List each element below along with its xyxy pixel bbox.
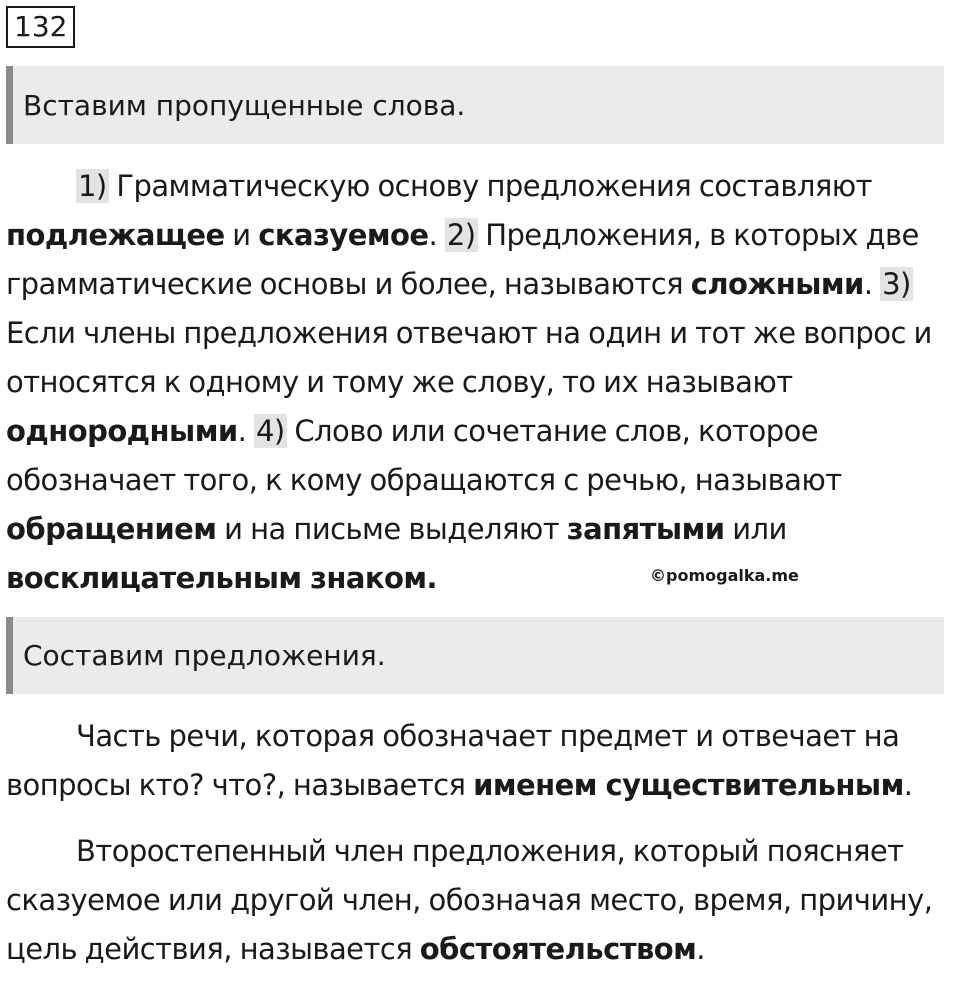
item-text: и [232, 218, 251, 252]
answer-word: обстоятельством [419, 932, 697, 966]
item-text: Слово или сочетание слов, которое обозначает того, к кому обращаются с речью, называют [6, 414, 842, 497]
answer-word: обращением [6, 512, 217, 546]
item-number: 4) [256, 414, 285, 448]
task-number: 132 [6, 6, 75, 48]
item-text: Грамматическую основу предложения составляют [116, 169, 873, 203]
section-header-insert-words [6, 66, 944, 144]
section-header-compose-sentences [6, 617, 944, 694]
item-text: и на письме выделяют [224, 512, 560, 546]
sentence-paragraph [6, 712, 951, 810]
watermark: ©pomogalka.me [650, 566, 799, 585]
sentence-text: . [903, 768, 913, 802]
sentence-text: Второстепенный член предложения, который поясняет сказуемое или другой член, обозначая место, время, причину, цель действия, называется [6, 834, 933, 966]
section-header-text: Составим предложения. [23, 639, 386, 672]
item-number: 3) [882, 267, 911, 301]
item-text: или [732, 512, 787, 546]
item-text: Предложения, в которых две грамматические основы и более, называются [6, 218, 919, 301]
answer-word: сложными [690, 267, 864, 301]
answer-word: восклицательным знаком. [6, 561, 438, 595]
item-text: . [863, 267, 873, 301]
item-text: . [237, 414, 247, 448]
answer-word: сказуемое [258, 218, 429, 252]
answer-word: подлежащее [6, 218, 225, 252]
answer-word: запятыми [566, 512, 725, 546]
sentence-text: . [696, 932, 705, 966]
answer-word: именем существительным [473, 768, 904, 802]
answer-paragraph [6, 162, 951, 603]
item-number: 1) [78, 169, 107, 203]
item-text: Если члены предложения отвечают на один и тот же вопрос и относятся к одному и тому же слову, то их называют [6, 316, 932, 399]
item-text: . [428, 218, 438, 252]
section-header-text: Вставим пропущенные слова. [23, 88, 466, 122]
sentence-paragraph [6, 827, 951, 974]
answer-word: однородными [6, 414, 238, 448]
item-number: 2) [446, 218, 476, 252]
sentence-text: Часть речи, которая обозначает предмет и отвечает на вопросы кто? что?, называется [6, 719, 900, 802]
